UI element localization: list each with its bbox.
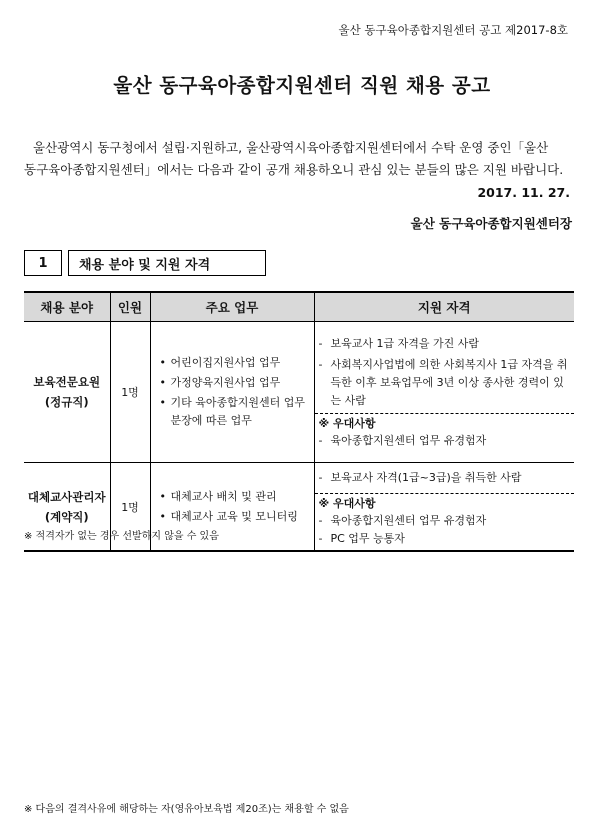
qualification-item: - 사회복지사업법에 의한 사회복지사 1급 자격을 취득한 이후 보육업무에 3년 이상 종사한 경력이 있는 사람	[318, 358, 568, 407]
field-type: (계약직)	[44, 509, 89, 524]
notice-number: 울산 동구육아종합지원센터 공고 제2017-8호	[338, 23, 568, 37]
duty-item: • 대체교사 배치 및 관리	[171, 488, 308, 506]
duty-item: • 대체교사 교육 및 모니터링	[171, 508, 308, 526]
preference-title: ※ 우대사항	[318, 497, 376, 510]
preference-item: - PC 업무 능통자	[318, 532, 405, 545]
count-cell: 1명	[110, 322, 150, 463]
header-count: 인원	[110, 292, 150, 322]
section-title: 채용 분야 및 지원 자격	[68, 250, 266, 276]
duty-item: • 기타 육아종합지원센터 업무분장에 따른 업무	[171, 394, 308, 430]
preference-box	[315, 493, 575, 550]
page-title: 울산 동구육아종합지원센터 직원 채용 공고	[113, 74, 491, 97]
table-row	[24, 322, 574, 463]
duties-cell	[150, 322, 314, 463]
qualifications-cell	[314, 463, 574, 552]
preference-item: - 육아종합지원센터 업무 유경험자	[318, 514, 487, 527]
header-duties: 주요 업무	[150, 292, 314, 322]
header-qualifications: 지원 자격	[314, 292, 574, 322]
duty-item: • 가정양육지원사업 업무	[171, 374, 308, 392]
preference-title: ※ 우대사항	[318, 417, 376, 430]
field-name: 대체교사관리자	[27, 489, 106, 504]
header-field: 채용 분야	[24, 292, 110, 322]
field-type: (정규직)	[44, 395, 89, 409]
note-disqualification: ※ 다음의 결격사유에 해당하는 자(영유아보육법 제20조)는 채용할 수 없음	[24, 804, 349, 815]
duty-item: • 어린이집지원사업 업무	[171, 354, 308, 372]
preference-box	[315, 413, 575, 452]
field-name: 보육전문요원	[33, 375, 101, 389]
notice-date: 2017. 11. 27.	[477, 185, 570, 200]
intro-line-2: 동구육아종합지원센터」에서는 다음과 같이 공개 채용하오니 관심 있는 분들의 많은 지원 바랍니다.	[24, 162, 564, 177]
table-header-row	[24, 292, 574, 322]
preference-item: - 육아종합지원센터 업무 유경험자	[318, 434, 487, 447]
recruitment-table	[24, 291, 574, 552]
intro-paragraph	[24, 137, 580, 181]
qualification-item: - 보육교사 1급 자격을 가진 사람	[318, 337, 479, 350]
count-cell: 1명	[110, 463, 150, 552]
field-cell	[24, 322, 110, 463]
qualification-item: - 보육교사 자격(1급~3급)을 취득한 사람	[318, 471, 522, 484]
section-number: 1	[24, 250, 62, 276]
intro-line-1: 울산광역시 동구청에서 설립·지원하고, 울산광역시육아종합지원센터에서 수탁 운영 중인「울산	[33, 140, 549, 155]
signer: 울산 동구육아종합지원센터장	[410, 216, 572, 231]
note-no-qualified: ※ 적격자가 없는 경우 선발하지 않을 수 있음	[24, 531, 219, 542]
qualifications-cell	[314, 322, 574, 463]
